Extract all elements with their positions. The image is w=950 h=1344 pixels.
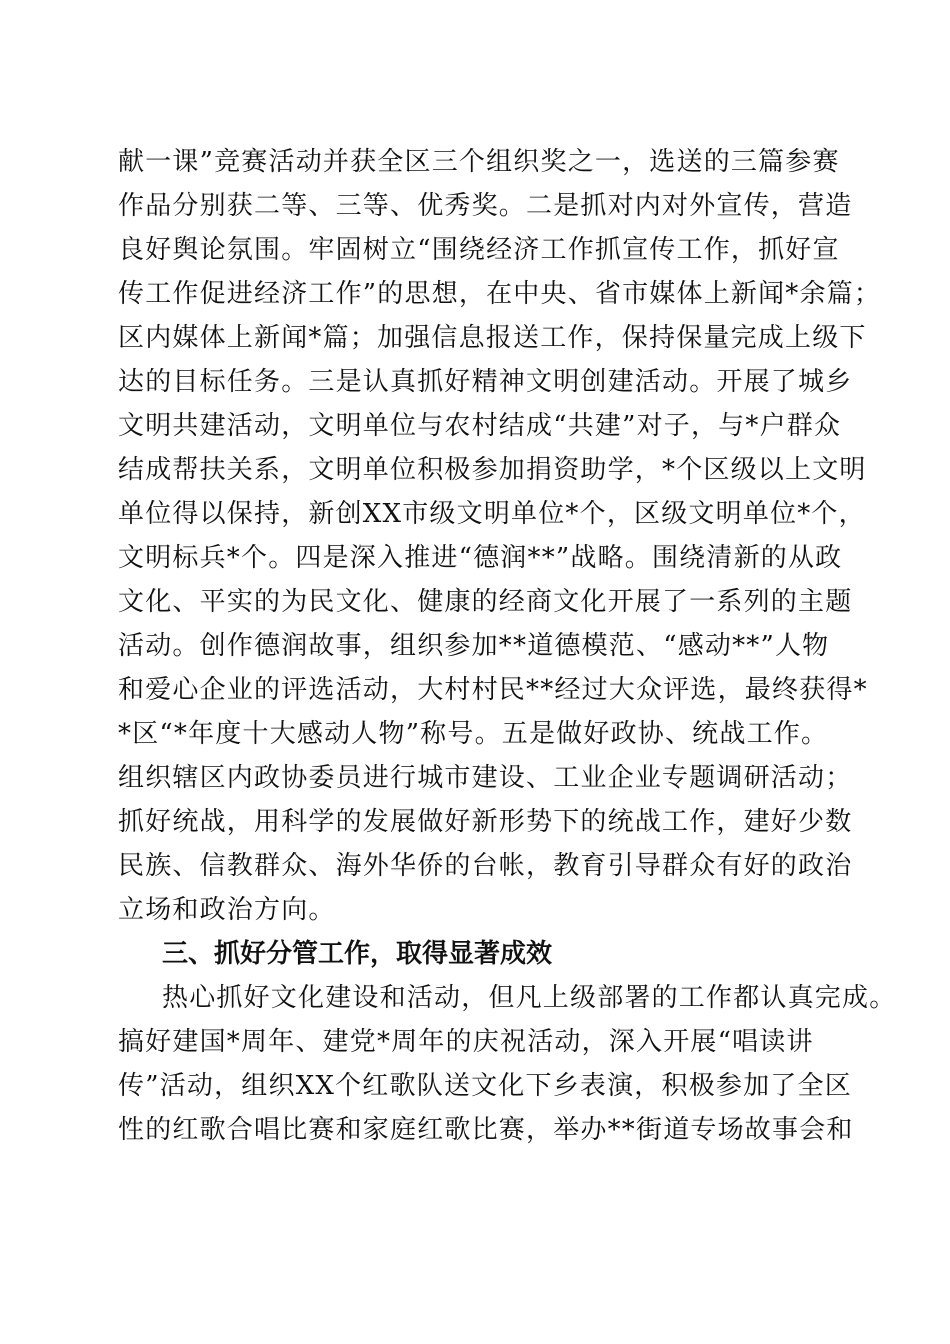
paragraph-line: 区内媒体上新闻*篇；加强信息报送工作，保持保量完成上级下 <box>118 323 867 353</box>
paragraph-line: 文化、平实的为民文化、健康的经商文化开展了一系列的主题 <box>118 587 853 617</box>
paragraph-line: 和爱心企业的评选活动，大村村民**经过大众评选，最终获得* <box>118 675 868 705</box>
paragraph-line: 抓好统战，用科学的发展做好新形势下的统战工作，建好少数 <box>118 807 853 837</box>
paragraph-line: 结成帮扶关系，文明单位积极参加捐资助学，*个区级以上文明 <box>118 455 867 485</box>
paragraph-line: 单位得以保持，新创XX市级文明单位*个，区级文明单位*个， <box>118 499 866 529</box>
paragraph-line: 热心抓好文化建设和活动，但凡上级部署的工作都认真完成。 <box>162 983 897 1013</box>
paragraph-line: 作品分别获二等、三等、优秀奖。二是抓对内对外宣传，营造 <box>118 191 853 221</box>
paragraph-line: 文明共建活动，文明单位与农村结成“共建”对子，与*户群众 <box>118 411 842 441</box>
paragraph-line: 搞好建国*周年、建党*周年的庆祝活动，深入开展“唱读讲 <box>118 1027 814 1057</box>
paragraph-line: 达的目标任务。三是认真抓好精神文明创建活动。开展了城乡 <box>118 367 853 397</box>
paragraph-line: 民族、信教群众、海外华侨的台帐，教育引导群众有好的政治 <box>118 851 853 881</box>
paragraph-line: 立场和政治方向。 <box>118 895 336 925</box>
paragraph-line: *区“*年度十大感动人物”称号。五是做好政协、统战工作。 <box>118 719 829 749</box>
paragraph-line: 文明标兵*个。四是深入推进“德润**”战略。围绕清新的从政 <box>118 543 843 573</box>
paragraph-line: 传”活动，组织XX个红歌队送文化下乡表演，积极参加了全区 <box>118 1071 852 1101</box>
paragraph-line: 组织辖区内政协委员进行城市建设、工业企业专题调研活动； <box>118 763 853 793</box>
paragraph-line: 良好舆论氛围。牢固树立“围绕经济工作抓宣传工作，抓好宣 <box>118 235 840 265</box>
paragraph-line: 献一课”竞赛活动并获全区三个组织奖之一，选送的三篇参赛 <box>118 147 840 177</box>
paragraph-line: 活动。创作德润故事，组织参加**道德模范、“感动**”人物 <box>118 631 830 661</box>
section-heading: 三、抓好分管工作，取得显著成效 <box>162 939 553 969</box>
paragraph-line: 性的红歌合唱比赛和家庭红歌比赛，举办**街道专场故事会和 <box>118 1115 854 1145</box>
paragraph-line: 传工作促进经济工作”的思想，在中央、省市媒体上新闻*余篇； <box>118 279 882 309</box>
